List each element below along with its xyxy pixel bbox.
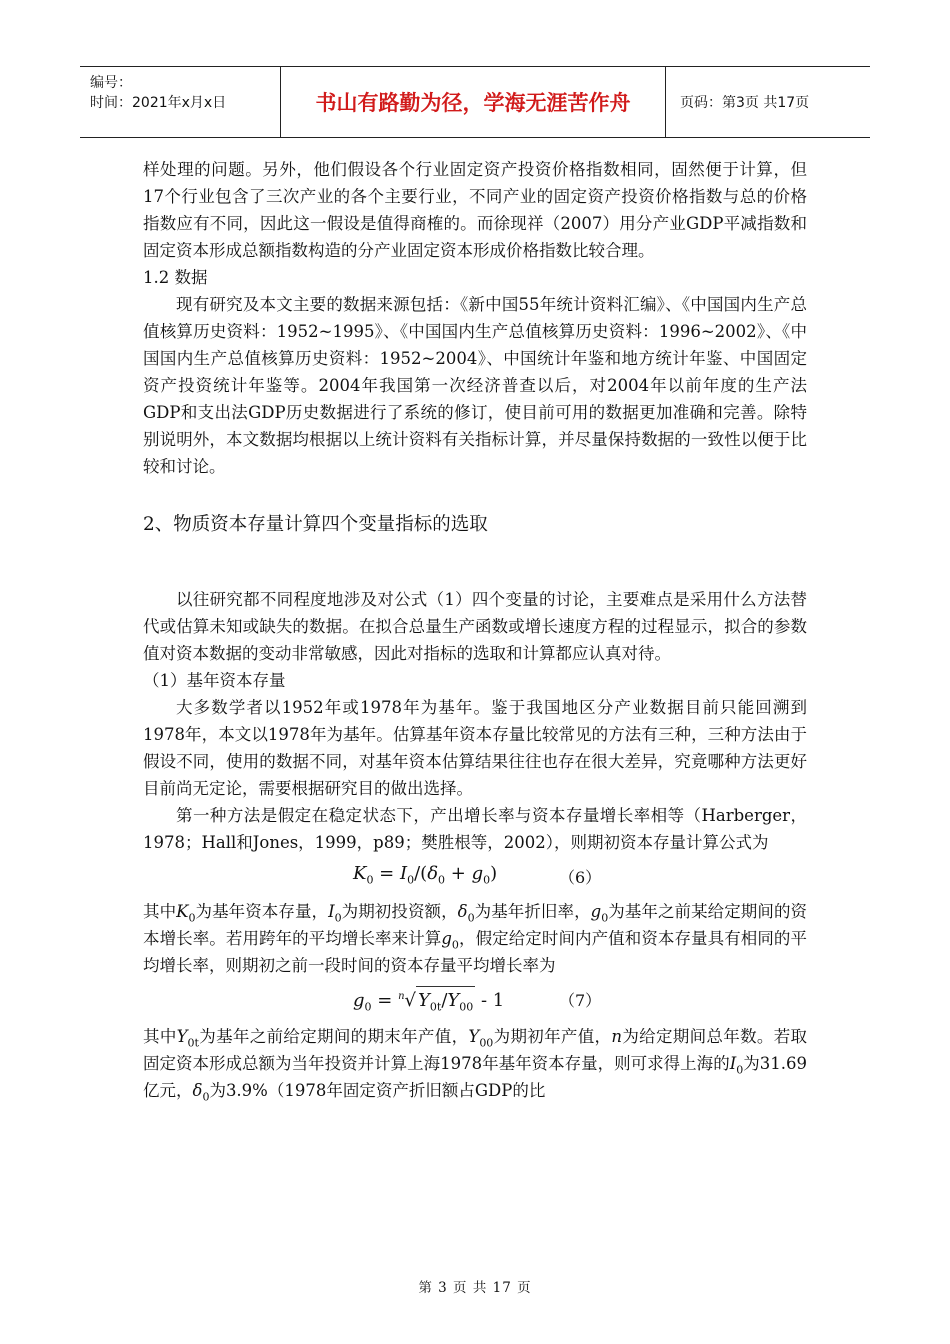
header-page-info: 页码：第3页 共17页 bbox=[680, 95, 810, 111]
formula-7-expression: $g_0 = ^n√$ $Y_{0t}/Y_{00} - 1$ bbox=[353, 983, 504, 1014]
formula-6-number: （6） bbox=[559, 868, 602, 887]
paragraph-formula-6-explanation: 其中$K_0$为基年资本存量，$I_0$为期初投资额，$\delta_0$为基年折旧率，$g_0$为基年之前某给定期间的资本增长率。若用跨年的平均增长率来计算$g_0$，假定给定时间内产值和资本存量具有相同的平均增长率，则期初之前一段时间的资本存量平均增长率为 bbox=[143, 902, 808, 975]
header-time: 时间：2021年x月x日 bbox=[90, 95, 227, 111]
formula-6-expression: $K_0 = I_0/(\delta_0 + g_0)$ bbox=[353, 863, 498, 887]
header-motto: 书山有路勤为径，学海无涯苦作舟 bbox=[281, 67, 666, 137]
paragraph-formula-7-explanation: 其中$Y_{0t}$为基年之前给定期间的期末年产值，$Y_{00}$为期初年产值，n为给定期间总年数。若取固定资本形成总额为当年投资并计算上海1978年基年资本存量，则可求得上海的$I_0$为31.69亿元，$\delta_0$为3.9%（1978年固定资产折旧额占GDP的比 bbox=[143, 1027, 808, 1104]
subsection-heading-data: 1.2 数据 bbox=[143, 268, 208, 287]
formula-6 bbox=[143, 856, 807, 898]
page-footer: 第 3 页 共 17 页 bbox=[418, 1280, 532, 1296]
subheading-base-year-capital: （1）基年资本存量 bbox=[143, 671, 286, 690]
header-meta bbox=[80, 67, 281, 137]
formula-7-number: （7） bbox=[559, 991, 602, 1010]
formula-7 bbox=[143, 979, 807, 1023]
header-number: 编号： bbox=[90, 75, 132, 91]
paragraph-continued: 样处理的问题。另外，他们假设各个行业固定资产投资价格指数相同，固然便于计算，但17个行业包含了三次产业的各个主要行业，不同产业的固定资产投资价格指数与总的价格指数应有不同，因此这一假设是值得商榷的。而徐现祥（2007）用分产业GDP平减指数和固定资本形成总额指数构造的分产业固定资本形成价格指数比较合理。 bbox=[143, 160, 807, 260]
paragraph-intro-variables: 以往研究都不同程度地涉及对公式（1）四个变量的讨论，主要难点是采用什么方法替代或估算未知或缺失的数据。在拟合总量生产函数或增长速度方程的过程显示，拟合的参数值对资本数据的变动非常敏感，因此对指标的选取和计算都应认真对待。 bbox=[143, 590, 807, 663]
page-header bbox=[80, 66, 870, 138]
paragraph-base-year: 大多数学者以1952年或1978年为基年。鉴于我国地区分产业数据目前只能回溯到1978年，本文以1978年为基年。估算基年资本存量比较常见的方法有三种，三种方法由于假设不同，使用的数据不同，对基年资本估算结果往往也存在很大差异，究竟哪种方法更好目前尚无定论，需要根据研究目的做出选择。 bbox=[143, 698, 807, 798]
paragraph-data-sources: 现有研究及本文主要的数据来源包括：《新中国55年统计资料汇编》、《中国国内生产总值核算历史资料：1952~1995》、《中国国内生产总值核算历史资料：1996~2002》、《中国国内生产总值核算历史资料：1952~2004》、中国统计年鉴和地方统计年鉴、中国固定资产投资统计年鉴等。2004年我国第一次经济普查以后，对2004年以前年度的生产法GDP和支出法GDP历史数据进行了系统的修订，使目前可用的数据更加准确和完善。除特别说明外，本文数据均根据以上统计资料有关指标计算，并尽量保持数据的一致性以便于比较和讨论。 bbox=[143, 295, 807, 476]
section-heading-2: 2、物质资本存量计算四个变量指标的选取 bbox=[143, 514, 488, 535]
document-body bbox=[143, 156, 807, 1104]
paragraph-method-one: 第一种方法是假定在稳定状态下，产出增长率与资本存量增长率相等（Harberger，1978；Hall和Jones，1999，p89；樊胜根等，2002），则期初资本存量计算公式为 bbox=[143, 806, 807, 852]
